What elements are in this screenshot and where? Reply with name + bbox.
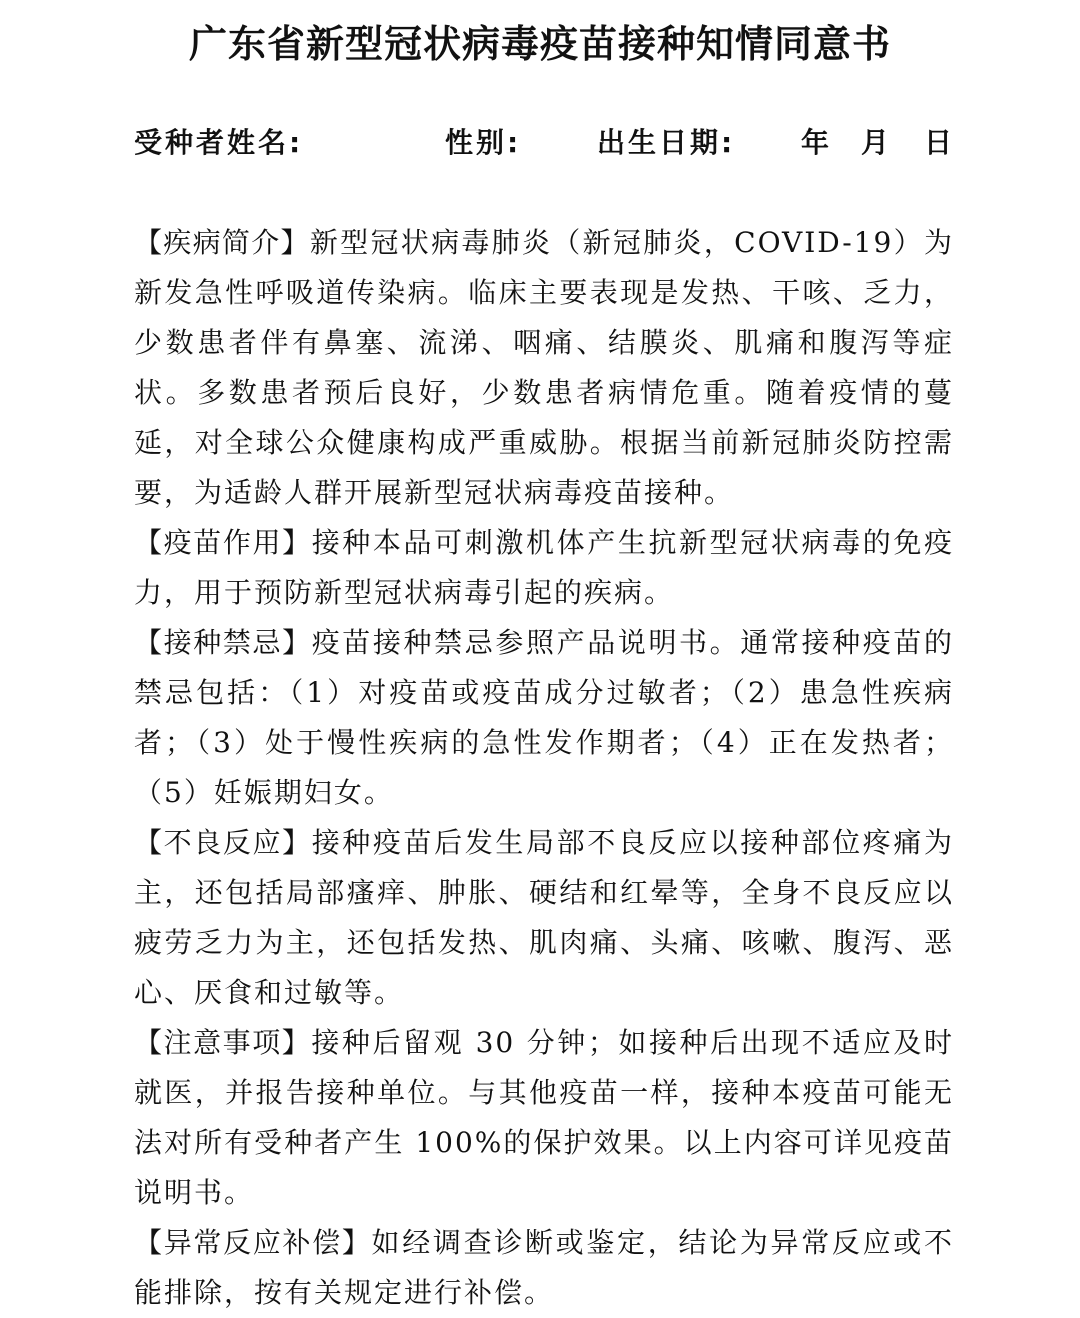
- section-heading: 【异常反应补偿】: [134, 1226, 372, 1259]
- section-text: 接种本品可刺激机体产生抗新型冠状病毒的免疫力，用于预防新型冠状病毒引起的疾病。: [134, 526, 954, 609]
- section-precautions: [134, 1018, 954, 1218]
- year-label: 年: [801, 126, 833, 159]
- section-heading: 【不良反应】: [134, 826, 312, 859]
- document-title: 广东省新型冠状病毒疫苗接种知情同意书: [188, 22, 891, 66]
- section-heading: 【疫苗作用】: [134, 526, 312, 559]
- consent-body: [134, 218, 954, 1318]
- section-text: 接种疫苗后发生局部不良反应以接种部位疼痛为主，还包括局部瘙痒、肿胀、硬结和红晕等，全身不良反应以疲劳乏力为主，还包括发热、肌肉痛、头痛、咳嗽、腹泻、恶心、厌食和过敏等。: [134, 826, 954, 1009]
- gender-label: 性别:: [445, 126, 522, 159]
- section-adverse-reactions: [134, 818, 954, 1018]
- section-heading: 【接种禁忌】: [134, 626, 312, 659]
- section-compensation: [134, 1218, 954, 1318]
- day-label: 日: [924, 126, 956, 159]
- section-heading: 【疾病简介】: [134, 226, 310, 259]
- section-contraindications: [134, 618, 954, 818]
- month-label: 月: [861, 126, 893, 159]
- section-vaccine-effect: [134, 518, 954, 618]
- section-disease-intro: [134, 218, 954, 518]
- name-label: 受种者姓名:: [134, 126, 304, 159]
- section-heading: 【注意事项】: [134, 1026, 312, 1059]
- section-text: 接种后留观 30 分钟；如接种后出现不适应及时就医，并报告接种单位。与其他疫苗一样，接种本疫苗可能无法对所有受种者产生 100%的保护效果。以上内容可详见疫苗说明书。: [134, 1026, 954, 1209]
- recipient-info-row: [0, 118, 1080, 168]
- section-text: 如经调查诊断或鉴定，结论为异常反应或不能排除，按有关规定进行补偿。: [134, 1226, 954, 1309]
- section-text: 疫苗接种禁忌参照产品说明书。通常接种疫苗的禁忌包括：（1）对疫苗或疫苗成分过敏者；（2）患急性疾病者；（3）处于慢性疾病的急性发作期者；（4）正在发热者；（5）妊娠期妇女。: [134, 626, 954, 809]
- section-text: 新型冠状病毒肺炎（新冠肺炎，COVID-19）为新发急性呼吸道传染病。临床主要表现是发热、干咳、乏力，少数患者伴有鼻塞、流涕、咽痛、结膜炎、肌痛和腹泻等症状。多数患者预后良好，少数患者病情危重。随着疫情的蔓延，对全球公众健康构成严重威胁。根据当前新冠肺炎防控需要，为适龄人群开展新型冠状病毒疫苗接种。: [134, 226, 954, 509]
- birth-date-label: 出生日期:: [597, 126, 736, 159]
